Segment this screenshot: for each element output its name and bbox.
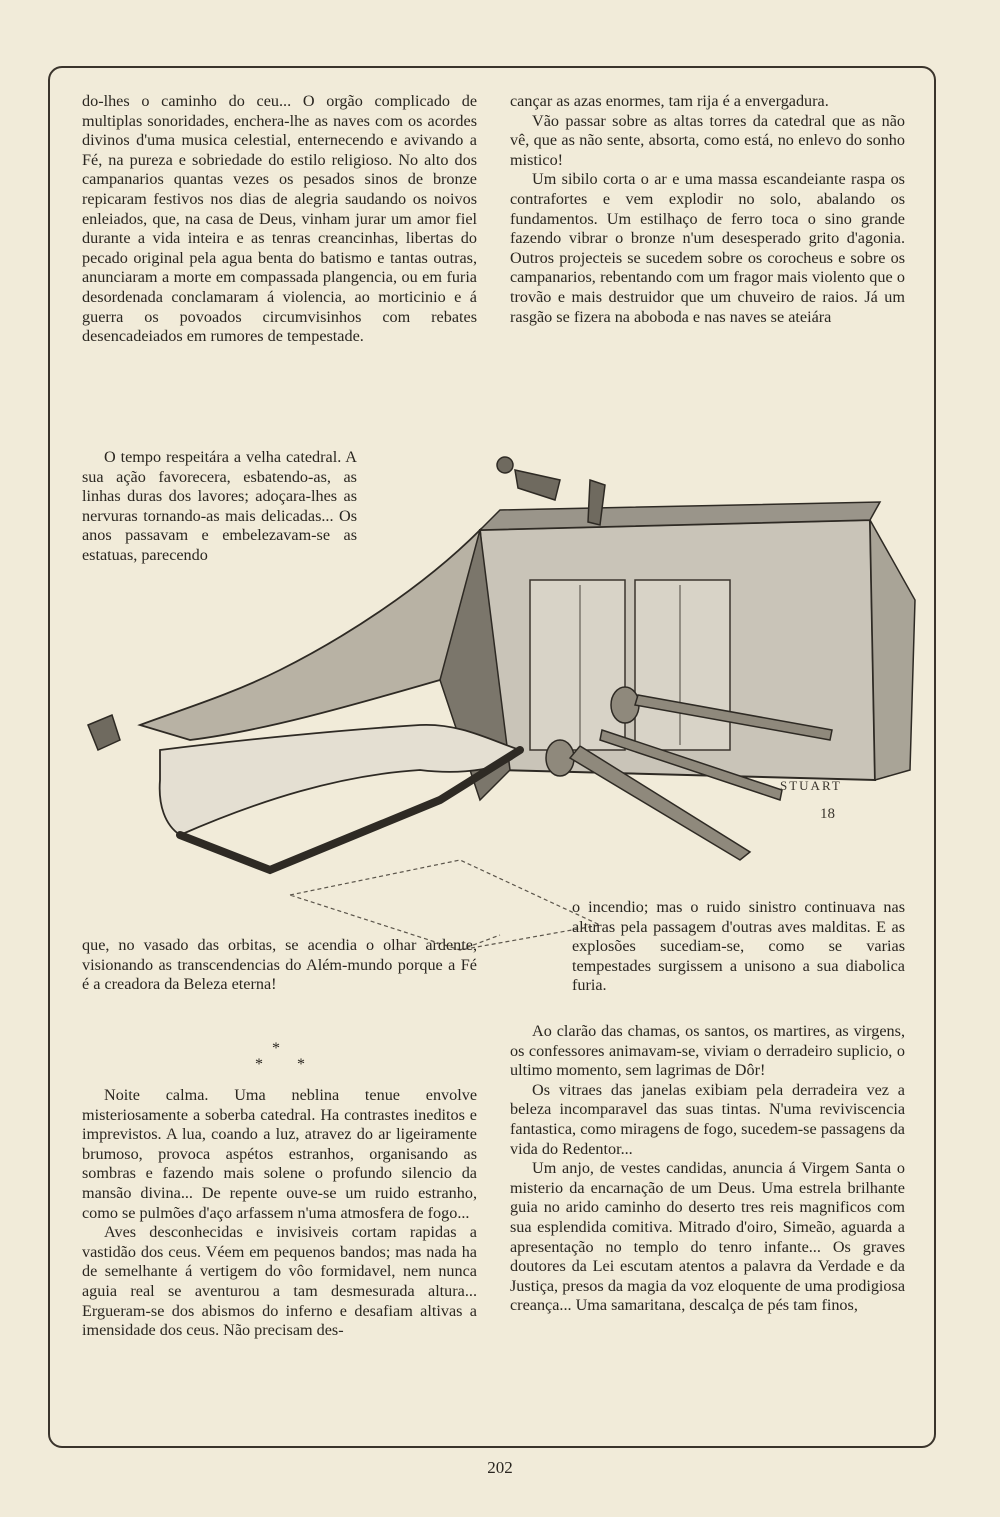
- paragraph: o incendio; mas o ruido sinistro continuava nas alturas pela passagem d'outras aves malditas. E as explosões sucediam-se, como se varias tempestades surgissem a unisono a sua diabolica furia.: [572, 898, 905, 995]
- left-column-top: [82, 92, 477, 347]
- paragraph: Vão passar sobre as altas torres da catedral que as não vê, que as não sente, absorta, como está, no enlevo do sonho mistico!: [510, 111, 905, 169]
- paragraph: do-lhes o caminho do ceu... O orgão complicado de multiplas sonoridades, enchera-lhe as naves com os acordes divinos d'uma musica celestial, enternecendo e avivando a Fé, na pureza e sobriedade do estilo religioso. No alto dos campanarios quantas vezes os pesados sinos de bronze repicaram festivos nos dias de alegria saudando os noivos enleiados, que, na casa de Deus, vinham jurar um amor fiel durante a vida inteira e as tenras creancinhas, libertas do pecado original pela agua benta do batismo e tantas outras, anunciaram a morte em compassada plangencia, ou em furia desordenada conclamaram á violencia, ao morticinio e á guerra os povoados circumvisinhos com rebates desencadeiados em rumores de tempestade.: [82, 92, 477, 346]
- artist-signature: STUART: [780, 778, 842, 793]
- paragraph: Os vitraes das janelas exibiam pela derradeira vez a beleza incomparavel das suas tintas. N'uma reviviscencia fantastica, como miragens de fogo, sucedem-se passagens da vida do Redentor...: [510, 1080, 905, 1158]
- left-column-bottom: [82, 1086, 477, 1341]
- paragraph: Um sibilo corta o ar e uma massa escandeiante raspa os contrafortes e vem explodir no solo, abalando os fundamentos. Um estilhaço de ferro toca o sino grande fazendo vibrar o bronze n'um desesperado grito d'agonia. Outros projecteis se sucedem sobre os corocheus e sobre os campanarios, rebentando com um fragor mais violento que o trovão e mais destruidor que um chuveiro de raios. Já um rasgão se fizera na aboboda e nas naves se ateiára: [510, 170, 905, 326]
- page-number: 202: [487, 1458, 513, 1477]
- paragraph: Aves desconhecidas e invisiveis cortam rapidas a vastidão dos ceus. Véem em pequenos bandos; mas nada ha de semelhante á vertigem do vôo formidavel, nem nunca aguia real se aventurou a tam desmesurada altura... Ergueram-se dos abismos do inferno e desafiam altivas a imensidade dos ceus. Não precisam des-: [82, 1223, 477, 1340]
- paragraph: Noite calma. Uma neblina tenue envolve misteriosamente a soberba catedral. Ha contrastes ineditos e imprevistos. A lua, coando a luz, atravez do ar ligeiramente brumoso, provoca aspétos estranhos, organisando as sombras e fazendo mais solene o profundo silencio da mansão divina... De repente ouve-se um ruido estranho, como se pulmões d'aço arfassem n'uma atmosfera de fogo...: [82, 1086, 477, 1222]
- paragraph: que, no vasado das orbitas, se acendia o olhar ardente, visionando as transcendencias do Além-mundo porque a Fé é a creadora da Beleza eterna!: [82, 936, 477, 994]
- paragraph: cançar as azas enormes, tam rija é a envergadura.: [510, 92, 829, 110]
- artist-date: 18: [820, 806, 835, 822]
- illustration-fallen-statue: [40, 440, 940, 960]
- section-break: * * *: [255, 1040, 305, 1073]
- paragraph: O tempo respeitára a velha catedral. A sua ação favorecera, esbatendo-as, as linhas duras dos lavores; adoçara-lhes as nervuras tornando-as mais delicadas... Os anos passavam e embelezavam-se as estatuas, parecendo: [82, 448, 357, 564]
- paragraph: Um anjo, de vestes candidas, anuncia á Virgem Santa o misterio da encarnação de um Deus. Uma estrela brilhante guia no arido caminho do deserto tres reis magnificos com sua esplendida comitiva. Mitrado d'oiro, Simeão, aguarda a apresentação no templo do tenro infante... Os graves doutores da Lei escutam atentos a palavra da Verdade e da Justiça, presos da magia da voz eloquente de uma prodigiosa creança... Uma samaritana, descalça de pés tam finos,: [510, 1159, 905, 1315]
- right-column-after-image: [572, 898, 905, 996]
- paragraph: Ao clarão das chamas, os santos, os martires, as virgens, os confessores animavam-se, viviam o derradeiro suplicio, o ultimo momento, sem lagrimas de Dôr!: [510, 1022, 905, 1080]
- right-column-bottom: [510, 1022, 905, 1316]
- left-column-after-image: [82, 936, 477, 995]
- right-column-top: [510, 92, 905, 327]
